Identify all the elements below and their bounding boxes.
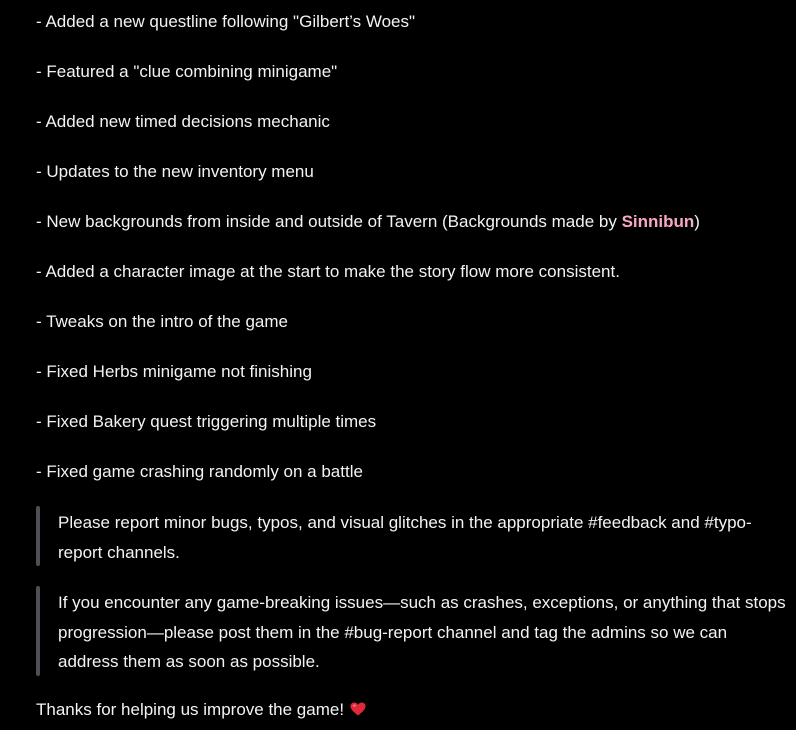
closing-message — [36, 698, 366, 722]
closing-text: Thanks for helping us improve the game! — [36, 700, 345, 719]
changelog-item: - Added a new questline following "Gilbert’s Woes" — [36, 12, 416, 31]
changelog-item: - Fixed Herbs minigame not finishing — [36, 362, 312, 381]
blockquote-bug-report-info — [36, 506, 788, 566]
blockquote-bar — [36, 586, 40, 676]
changelog-item: - Fixed Bakery quest triggering multiple times — [36, 412, 377, 431]
changelog-item-suffix: ) — [694, 212, 700, 231]
blockquote-text: If you encounter any game-breaking issues—such as crashes, exceptions, or anything that stops progression—please post them in the #bug-report channel and tag the admins so we can address them as soon as possible. — [58, 593, 786, 671]
changelog-item: - Fixed game crashing randomly on a battle — [36, 462, 363, 481]
changelog-item-text: - New backgrounds from inside and outside of Tavern (Backgrounds made by — [36, 212, 622, 231]
blockquote-text: Please report minor bugs, typos, and visual glitches in the appropriate #feedback and #typo-report channels. — [58, 513, 752, 562]
blockquote-bar — [36, 506, 40, 566]
changelog-item: - Featured a "clue combining minigame" — [36, 62, 338, 81]
heart-emoji-icon — [350, 702, 366, 716]
changelog-item-backgrounds — [36, 210, 700, 234]
blockquote-game-breaking-info — [36, 586, 788, 676]
changelog-item: - Tweaks on the intro of the game — [36, 312, 288, 331]
user-mention-link[interactable]: Sinnibun — [621, 212, 695, 231]
changelog-item: - Updates to the new inventory menu — [36, 162, 314, 181]
changelog-item: - Added new timed decisions mechanic — [36, 112, 330, 131]
changelog-item: - Added a character image at the start to make the story flow more consistent. — [36, 262, 620, 281]
